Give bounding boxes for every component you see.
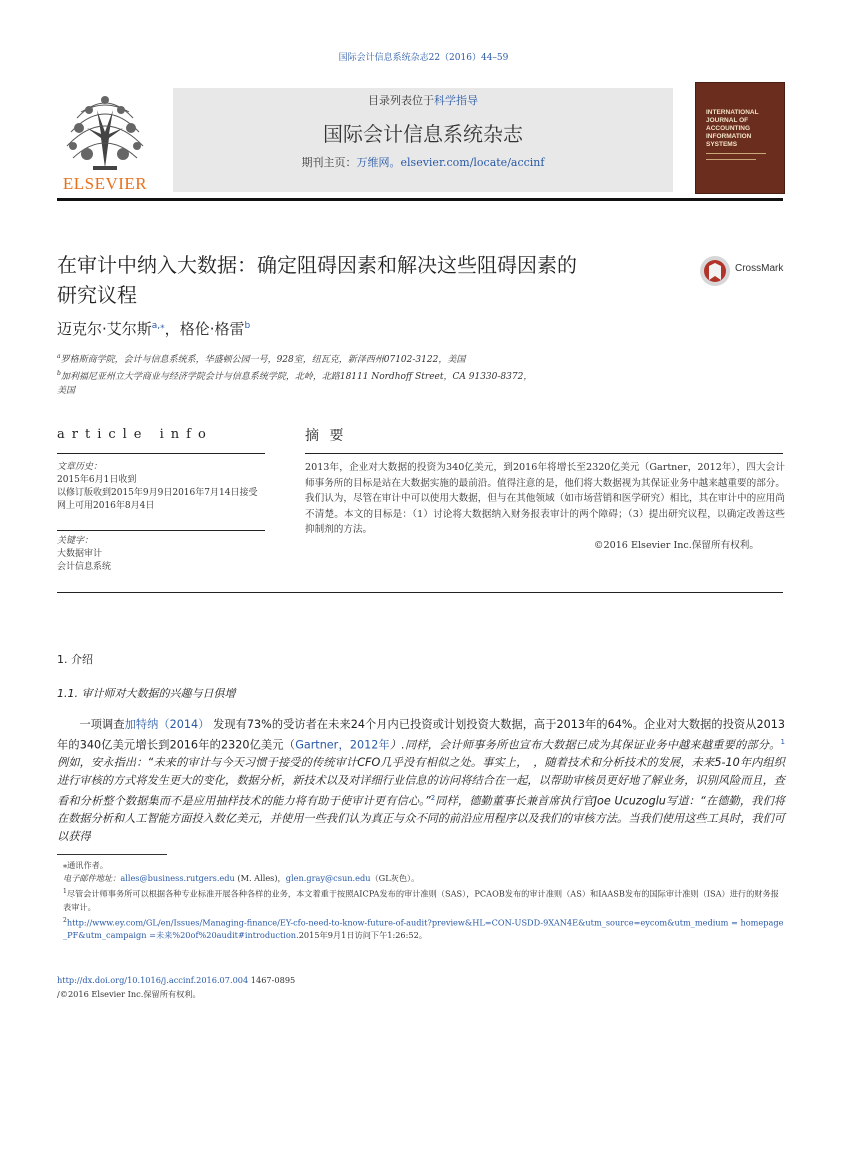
affiliation-marker: b: [57, 370, 61, 377]
keyword: 会计信息系统: [57, 562, 112, 572]
affiliation: [57, 350, 617, 367]
footnote-ref[interactable]: 2: [430, 793, 436, 802]
issn-copyright: 1467-0895 /©2016 Elsevier Inc.保留所有权利。: [57, 975, 296, 999]
affiliation-marker: a: [57, 353, 61, 360]
sciencedirect-link[interactable]: 科学指导: [434, 94, 478, 107]
article-info-rule: [57, 453, 265, 454]
body-text: 同样，德勤董事长兼首席执行官Joe Ucuzoglu写道：“在德勤，我们将在数据分析和人工智能方面投入数亿美元，并使用一些我们认为真正与众不同的前沿应用程序以及我们的审核方法。当我们使用这些工具时，我们可以获得: [57, 794, 785, 844]
subsection-heading: 1.1. 审计师对大数据的兴趣与日俱增: [57, 687, 236, 700]
abstract-heading: 摘 要: [305, 428, 347, 444]
paper-title: [57, 250, 657, 310]
cover-divider: [706, 159, 756, 160]
abstract-text: 2013年，企业对大数据的投资为340亿美元，到2016年将增长至2320亿美元（Gartner，2012年），四大会计师事务所的目标是站在大数据实施的最前沿。值得注意的是，他们将大数据视为其保证业务中越来越重要的部分。我们认为，尽管在审计中可以使用大数据，但与在其他领域（如市场营销和医学研究）相比，其在审计中的应用尚不清楚。本文的目标是：（1）讨论将大数据纳入财务报表审计的两个障碍；（3）提出研究议程，以确定改善这些抑制剂的方法。: [305, 462, 785, 536]
article-info-heading: article info: [57, 427, 213, 442]
body-text: 一项调查: [79, 718, 125, 731]
crossmark-label: CrossMark: [735, 263, 784, 274]
footnote-text: 2015年9月1日访问下午1:26:52。: [298, 930, 428, 941]
homepage-link[interactable]: 万维网。elsevier.com/locate/accinf: [356, 156, 545, 169]
abstract-copyright: ©2016 Elsevier Inc.保留所有权利。: [593, 539, 759, 551]
elsevier-wordmark: ELSEVIER: [62, 174, 148, 193]
affiliation-continuation: 美国: [57, 386, 76, 396]
journal-title: 国际会计信息系统杂志: [323, 122, 523, 146]
footnote: [57, 885, 785, 914]
doi-link[interactable]: http://dx.doi.org/10.1016/j.accinf.2016.07.004: [57, 975, 249, 985]
paper-title-line: 在审计中纳入大数据：确定阻碍因素和解决这些阻碍因素的: [57, 253, 577, 277]
footnotes: [57, 859, 785, 942]
keywords: [57, 535, 267, 574]
footnote-corresponding: ⁎通讯作者。: [63, 860, 109, 870]
body-paragraph: [57, 716, 785, 846]
affiliation-text: 罗格斯商学院，会计与信息系统系，华盛顿公园一号，928室，纽瓦克，新泽西州07102-3122，美国: [60, 355, 466, 365]
footnote-url-link[interactable]: http://www.ey.com/GL/en/Issues/Managing-finance/EY-cfo-need-to-know-future-of-audit?preview&HL=CON-USDD-9XAN4E&utm_source=eycom&utm_medium = homepage_PF&utm_campaign =未来%20of%20audit#introduction.: [63, 917, 784, 941]
history-received: 2015年6月1日收到: [57, 475, 137, 485]
abstract-rule: [305, 453, 783, 454]
citation-link[interactable]: Gartner，2012年: [295, 738, 390, 752]
elsevier-logo: [57, 88, 153, 192]
footnote-emails: [57, 872, 785, 885]
footnote-marker: 2: [63, 916, 67, 924]
affiliation: [57, 367, 617, 384]
contents-prefix: 目录列表位于: [368, 94, 434, 107]
footnote-rule: [57, 854, 167, 855]
footnote-marker: 1: [63, 888, 67, 895]
keyword: 大数据审计: [57, 549, 103, 559]
body-text: 发现有73%的受访者在未来24个月内已投资或计划投资大数据，高于2013年的64%。企业对大数据的投资从2013年的340亿美元增长到2016年的2320亿美元（: [57, 718, 785, 752]
body-text: ）.同样，会计师事务所也宣布大数据已成为其保证业务中越来越重要的部分。: [389, 738, 781, 752]
author-separator: ，: [164, 320, 180, 338]
affiliation-text: 加利福尼亚州立大学商业与经济学院会计与信息系统学院，北岭，北路18111 Nordhoff Street，CA 91330-8372，: [60, 372, 533, 382]
homepage-prefix: 期刊主页：: [301, 156, 357, 169]
email-label: 电子邮件地址：: [63, 873, 121, 883]
email-owner: （GL灰色）。: [370, 873, 420, 883]
author-affil-link[interactable]: b: [244, 321, 251, 331]
email-link[interactable]: glen.gray@csun.edu: [285, 873, 371, 883]
history-revised: 以修订版收到2015年9月9日2016年7月14日接受: [57, 488, 258, 498]
affiliations: [57, 350, 617, 398]
footnote-text: 尽管会计师事务所可以根据各种专业标准开展各种各样的业务，本文着重于按照AICPA发布的审计准则（SAS），PCAOB发布的审计准则（AS）和IAASB发布的国际审计准则（ISA）进行的财务报表审计。: [63, 888, 779, 912]
email-owner: (M. Alles)，: [234, 873, 286, 883]
cover-divider: [706, 153, 766, 154]
contents-line: [173, 92, 673, 108]
article-history: [57, 461, 267, 513]
cover-title: INTERNATIONAL JOURNAL OF ACCOUNTING INFORMATION SYSTEMS: [706, 109, 759, 148]
header-rule: [57, 198, 783, 201]
paper-title-line: 研究议程: [57, 283, 137, 307]
homepage-line: [173, 154, 673, 170]
body-text: 例如，安永指出：“未来的审计与今天习惯于接受的传统审计CFO几乎没有相似之处。事实上， ，随着技术和分析技术的发展，未来5-10年内组织进行审核的方式将发生更大的变化，数据分析，新技术以及对详细行业信息的访问将结合在一起，以帮助审核员更好地了解业务，识别风险而且，查看和分析整个数据集而不是应用抽样技术的能力将有助于使审计更有信心。”: [57, 756, 785, 808]
front-matter-rule: [57, 592, 783, 593]
section-heading: 1. 介绍: [57, 653, 93, 666]
keywords-label: 关键字：: [57, 536, 94, 546]
author-name: 迈克尔·艾尔斯: [57, 320, 152, 338]
email-link[interactable]: alles@business.rutgers.edu: [120, 873, 235, 883]
footnote: [57, 914, 785, 943]
author-affil-link[interactable]: a,⁎: [151, 321, 165, 331]
journal-reference[interactable]: 国际会计信息系统杂志22（2016）44–59: [338, 53, 509, 63]
abstract: [305, 460, 785, 554]
history-label: 文章历史：: [57, 462, 103, 472]
doi-line: [57, 973, 297, 1001]
footnote-ref[interactable]: 1: [780, 737, 785, 746]
authors: [57, 318, 250, 339]
author-name: 格伦·格雷: [179, 320, 245, 338]
crossmark-icon: [698, 254, 732, 288]
journal-cover-image: [695, 82, 785, 194]
history-online: 网上可用2016年8月4日: [57, 501, 155, 511]
citation-link[interactable]: 加特纳（2014）: [124, 718, 210, 731]
article-info-rule: [57, 530, 265, 531]
